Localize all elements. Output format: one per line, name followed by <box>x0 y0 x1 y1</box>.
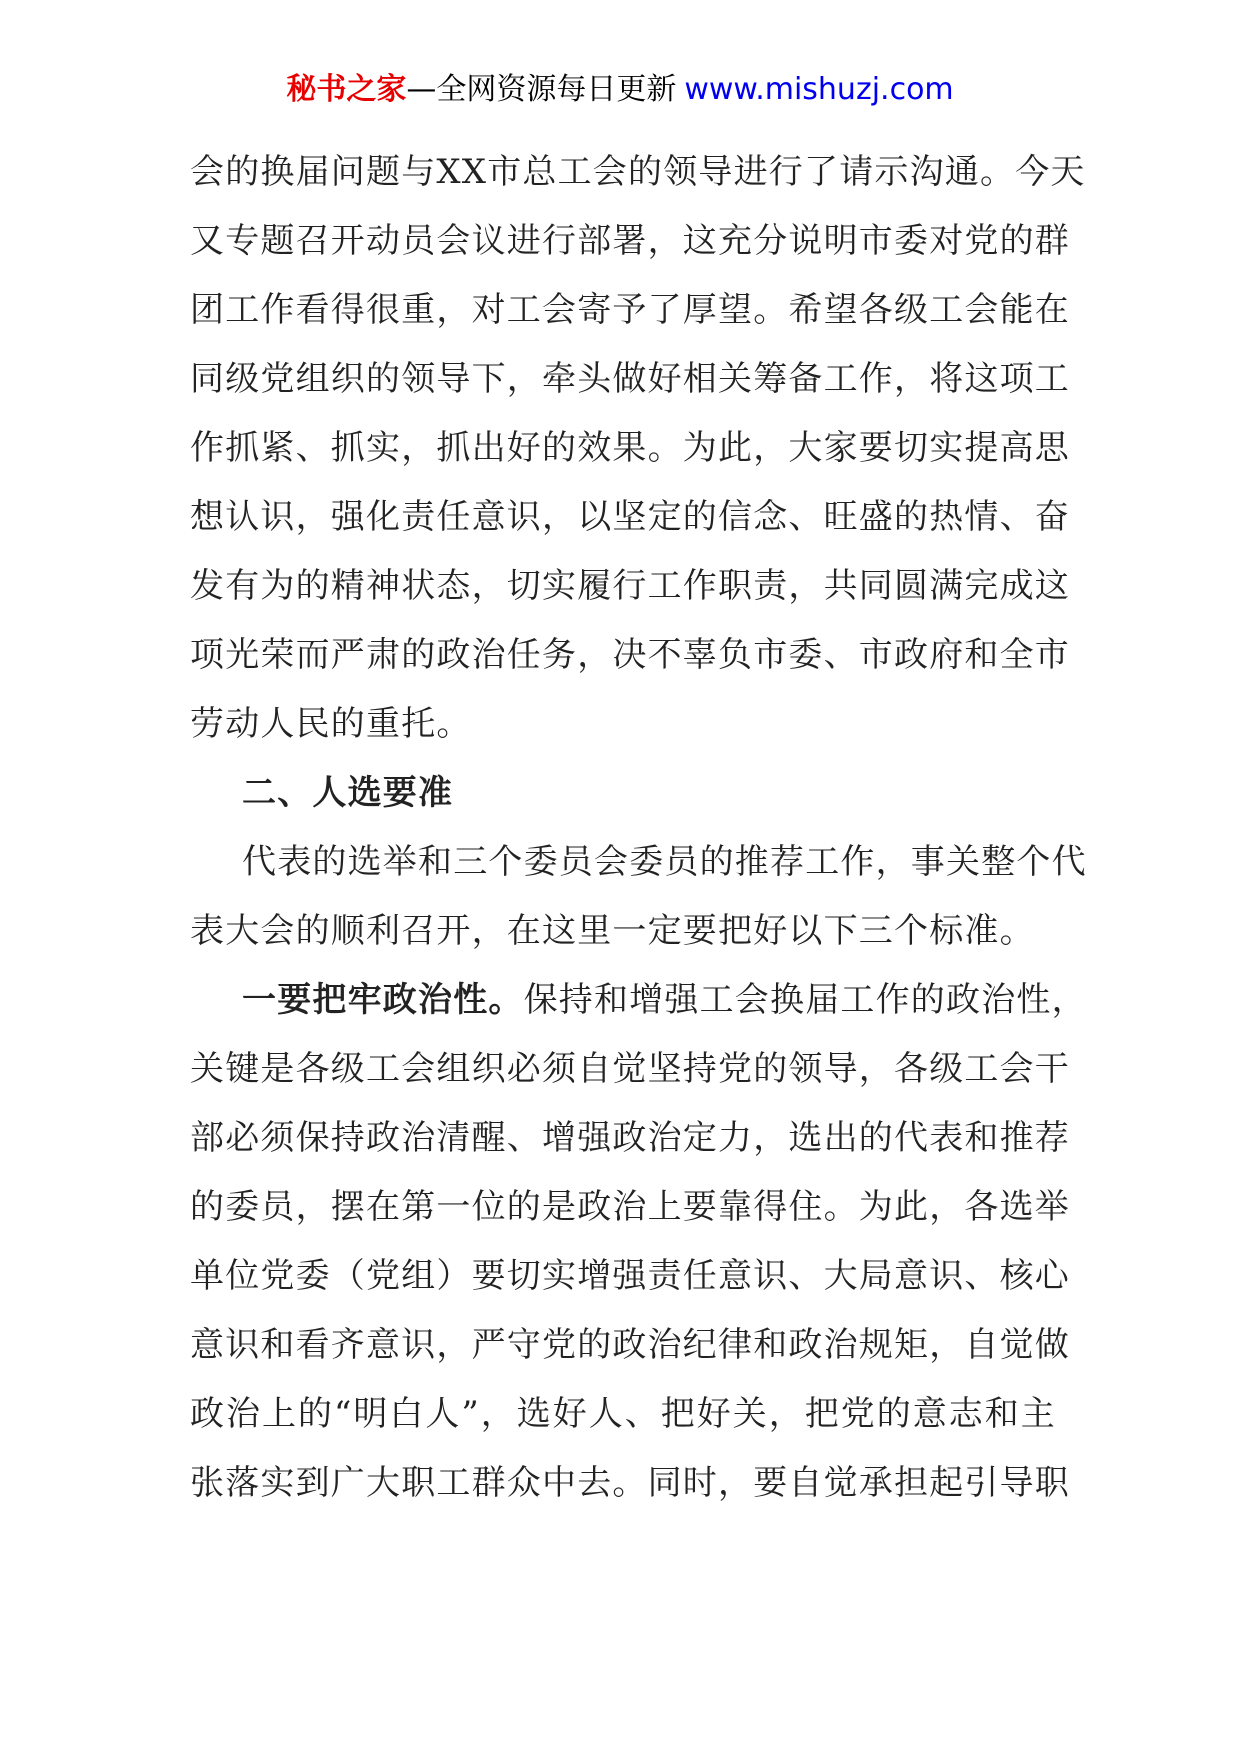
paragraph-line: 团工作看得很重，对工会寄予了厚望。希望各级工会能在 <box>190 290 1070 330</box>
point-heading: 一要把牢政治性。 <box>242 980 524 1020</box>
point-text: 保持和增强工会换届工作的政治性， <box>523 980 1087 1020</box>
paragraph-line: 单位党委（党组）要切实增强责任意识、大局意识、核心 <box>190 1256 1070 1296</box>
paragraph-line: 发有为的精神状态，切实履行工作职责，共同圆满完成这 <box>190 566 1070 606</box>
paragraph-line: 表大会的顺利召开，在这里一定要把好以下三个标准。 <box>190 911 1035 951</box>
site-url-link[interactable]: www.mishuzj.com <box>684 72 954 107</box>
paragraph-line: 同级党组织的领导下，牵头做好相关筹备工作，将这项工 <box>190 359 1070 399</box>
paragraph-line: 项光荣而严肃的政治任务，决不辜负市委、市政府和全市 <box>190 635 1070 675</box>
site-header <box>0 70 1240 110</box>
paragraph-line: 想认识，强化责任意识，以坚定的信念、旺盛的热情、奋 <box>190 497 1070 537</box>
paragraph-line: 政治上的“明白人”，选好人、把好关，把党的意志和主 <box>190 1394 1056 1434</box>
section-heading: 二、人选要准 <box>242 773 454 813</box>
paragraph-line <box>190 966 1087 1035</box>
paragraph-line: 张落实到广大职工群众中去。同时，要自觉承担起引导职 <box>190 1463 1070 1503</box>
paragraph-line: 意识和看齐意识，严守党的政治纪律和政治规矩，自觉做 <box>190 1325 1070 1365</box>
paragraph-line: 关键是各级工会组织必须自觉坚持党的领导，各级工会干 <box>190 1049 1070 1089</box>
paragraph-line: 劳动人民的重托。 <box>190 704 472 744</box>
paragraph-line: 部必须保持政治清醒、增强政治定力，选出的代表和推荐 <box>190 1118 1070 1158</box>
paragraph-line: 会的换届问题与XX市总工会的领导进行了请示沟通。今天 <box>190 152 1086 192</box>
paragraph-line: 作抓紧、抓实，抓出好的效果。为此，大家要切实提高思 <box>190 428 1070 468</box>
paragraph-line: 代表的选举和三个委员会委员的推荐工作，事关整个代 <box>242 842 1087 882</box>
paragraph-line: 又专题召开动员会议进行部署，这充分说明市委对党的群 <box>190 221 1070 261</box>
paragraph-line: 的委员，摆在第一位的是政治上要靠得住。为此，各选举 <box>190 1187 1070 1227</box>
site-brand: 秘书之家 <box>286 72 407 107</box>
document-body <box>190 138 1087 1518</box>
site-tagline: —全网资源每日更新 <box>406 72 677 107</box>
